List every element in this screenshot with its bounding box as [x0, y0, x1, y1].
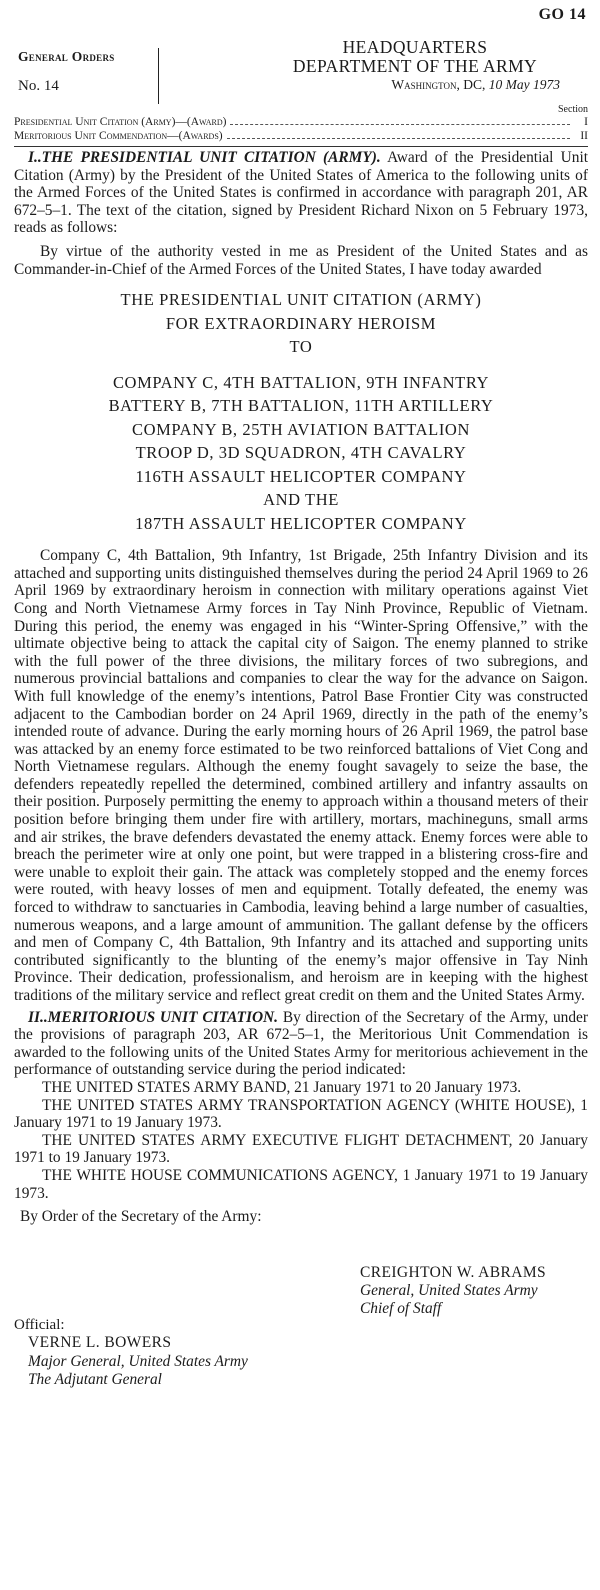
official-title: Major General, United States Army [28, 1352, 248, 1370]
hq-line-1: HEADQUARTERS [342, 37, 488, 57]
signer-title: Chief of Staff [360, 1299, 442, 1317]
order-number: No. 14 [18, 77, 59, 94]
toc-item-section: I [584, 116, 588, 128]
commended-unit: THE UNITED STATES ARMY TRANSPORTATION AGENCY (WHITE HOUSE), 1 January 1971 to 19 January 1973. [14, 1096, 588, 1132]
citation-line: FOR EXTRAORDINARY HEROISM [165, 313, 437, 333]
hq-place: Washington, DC, [391, 77, 486, 92]
hq-date: 10 May 1973 [488, 77, 560, 92]
citation-line: THE PRESIDENTIAL UNIT CITATION (ARMY) [120, 290, 482, 310]
commended-unit: THE WHITE HOUSE COMMUNICATIONS AGENCY, 1 January 1971 to 19 January 1973. [14, 1166, 588, 1202]
toc-item [14, 115, 588, 129]
citation-title-block [14, 288, 588, 535]
section-2-intro [14, 1009, 588, 1079]
toc-item [14, 129, 588, 143]
toc-item-title: Meritorious Unit Commendation—(Awards) [14, 130, 223, 142]
citation-line: AND THE [263, 490, 339, 510]
general-orders-label: General Orders [18, 49, 115, 64]
hq-place-date [280, 76, 560, 93]
citation-line: COMPANY B, 25TH AVIATION BATTALION [132, 419, 470, 439]
signer-title: General, United States Army [360, 1281, 538, 1299]
toc-item-section: II [580, 130, 588, 142]
chief-of-staff-signature [360, 1264, 546, 1318]
go-code: GO 14 [538, 6, 586, 23]
official-signature [14, 1316, 248, 1390]
toc-leader [227, 138, 570, 139]
authority-paragraph: By virtue of the authority vested in me as President of the United States and as Commander-in-Chief of the Armed Forces of the United States, I have today awarded [14, 242, 588, 278]
official-title: The Adjutant General [28, 1371, 162, 1389]
section-2-heading: II..MERITORIOUS UNIT CITATION. [28, 1008, 279, 1026]
section-1-heading: I..THE PRESIDENTIAL UNIT CITATION (ARMY). [28, 149, 381, 166]
signer-name: CREIGHTON W. ABRAMS [360, 1263, 547, 1281]
toc-item-title: Presidential Unit Citation (Army)—(Award) [14, 116, 227, 128]
general-orders-block [18, 48, 159, 104]
commended-unit: THE UNITED STATES ARMY BAND, 21 January 1971 to 20 January 1973. [42, 1078, 522, 1096]
toc-section-label: Section [558, 104, 588, 115]
citation-line: TROOP D, 3D SQUADRON, 4TH CAVALRY [135, 443, 467, 463]
citation-line: BATTERY B, 7TH BATTALION, 11TH ARTILLERY [108, 396, 494, 416]
by-order-line: By Order of the Secretary of the Army: [20, 1208, 262, 1226]
section-1-intro [14, 149, 588, 237]
toc-leader [230, 124, 570, 125]
citation-line: 116TH ASSAULT HELICOPTER COMPANY [135, 466, 467, 486]
official-label: Official: [14, 1316, 65, 1333]
header-divider [14, 146, 588, 147]
section-1-intro-text: Award of the Presidential Unit Citation (Army) by the President of the United States of America to the following units of the Armed Forces of the United States is confirmed in accordance with paragraph 201, AR 672–5–1. The text of the citation, signed by President Richard Nixon on 5 February 1973, reads as follows: [14, 149, 589, 237]
headquarters-block [280, 37, 560, 93]
section-2-intro-text: By direction of the Secretary of the Army, under the provisions of paragraph 203, AR 672–5–1, the Meritorious Unit Commendation is awarded to the following units of the United States Army for meritorious achievement in the performance of outstanding service during the period indicated: [14, 1008, 588, 1079]
official-name: VERNE L. BOWERS [28, 1334, 172, 1352]
citation-line: TO [289, 337, 313, 357]
hq-line-2: DEPARTMENT OF THE ARMY [292, 56, 538, 76]
signature-block [14, 1244, 588, 1404]
commended-unit: THE UNITED STATES ARMY EXECUTIVE FLIGHT DETACHMENT, 20 January 1971 to 19 January 1973. [14, 1131, 588, 1167]
citation-line: COMPANY C, 4TH BATTALION, 9TH INFANTRY [112, 372, 490, 392]
citation-line: 187TH ASSAULT HELICOPTER COMPANY [135, 513, 467, 533]
order-header [14, 38, 588, 102]
citation-text: Company C, 4th Battalion, 9th Infantry, 1st Brigade, 25th Infantry Division and its attached and supporting units distinguished themselves during the period 24 April 1969 to 26 April 1969 by extraordinary heroism in connection with military operations against Viet Cong and North Vietnamese Army forces in Tay Ninh Province, Republic of Vietnam. During this period, the enemy was engaged in his “Winter-Spring Offensive,” with the ultimate objective being to attack the capital city of Saigon. The enemy planned to strike with the full power of the three divisions, the military forces of two subregions, and numerous provincial battalions and companies to clear the way for the advance on Saigon. With full knowledge of the enemy’s intentions, Patrol Base Frontier City was constructed adjacent to the Cambodian border on 24 April 1969, directly in the path of the enemy’s intended route of advance. During the early morning hours of 26 April 1969, the patrol base was attacked by an enemy force estimated to be two reinforced battalions of Viet Cong and North Vietnamese regulars. Although the enemy fought savagely to seize the base, the defenders repeatedly repelled the determined, combined artillery and infantry assaults on their position. Purposely permitting the enemy to approach within a thousand meters of their position before bringing them under fire with artillery, mortars, machineguns, small arms and air strikes, the brave defenders devastated the enemy attack. Enemy forces were able to breach the perimeter wire at only one point, but were trapped in a blistering cross-fire and were unable to exploit their gain. The attack was completely stopped and the enemy forces were routed, with heavy losses of men and equipment. Totally defeated, the enemy was forced to withdraw to sanctuaries in Cambodia, leaving behind a large number of casualties, numerous weapons, and a large amount of ammunition. The gallant defense by the officers and men of Company C, 4th Battalion, 9th Infantry and its attached and supporting units contributed significantly to the blunting of the enemy’s major offensive in Tay Ninh Province. Their dedication, professionalism, and heroism are in keeping with the highest traditions of the military service and reflect great credit on them and the United States Army. [14, 547, 588, 1004]
